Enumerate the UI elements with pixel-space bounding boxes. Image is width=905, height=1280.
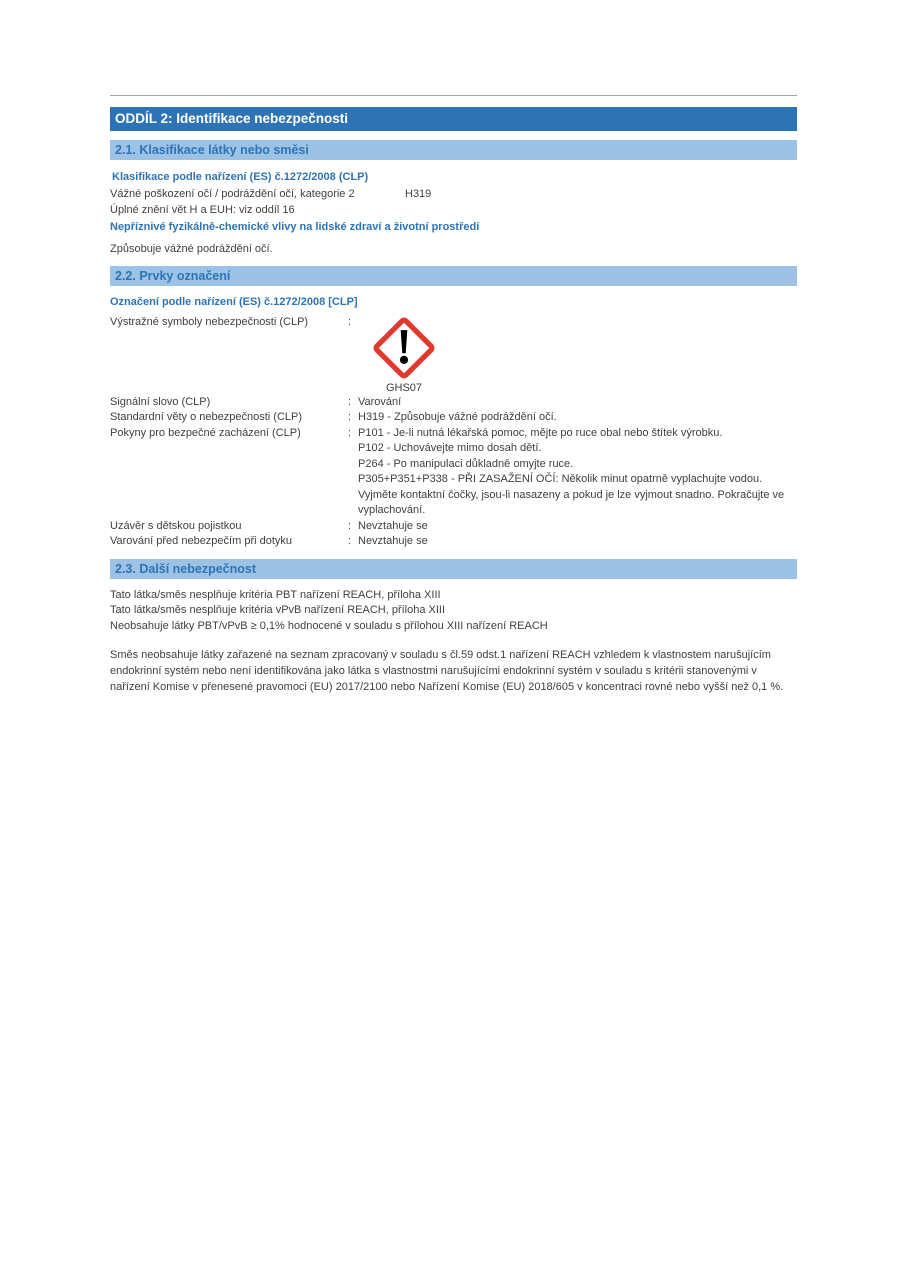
ghs07-exclamation-icon bbox=[371, 315, 437, 381]
field-colon: : bbox=[348, 395, 352, 408]
labelling-heading: Označení podle nařízení (ES) č.1272/2008 [CLP] bbox=[110, 295, 358, 308]
clp-field-row bbox=[110, 534, 797, 550]
hazard-class-label: Vážné poškození očí / podráždění očí, kategorie 2 bbox=[110, 188, 355, 200]
pictogram-field-row bbox=[110, 315, 797, 395]
clp-field-label: Standardní věty o nebezpečnosti (CLP) bbox=[110, 411, 303, 423]
classification-row bbox=[110, 187, 797, 203]
field-colon: : bbox=[348, 315, 352, 328]
ghs-pictogram-code: GHS07 bbox=[385, 381, 423, 394]
clp-field-row bbox=[110, 395, 797, 411]
adverse-effects-heading: Nepříznivé fyzikálně-chemické vlivy na lidské zdraví a životní prostředí bbox=[110, 221, 480, 233]
ghs-pictogram-block bbox=[370, 315, 438, 395]
clp-field-row bbox=[110, 426, 797, 519]
clp-field-row bbox=[110, 410, 797, 426]
pbt-statement-line: Tato látka/směs nesplňuje kritéria PBT nařízení REACH, příloha XIII bbox=[110, 588, 441, 601]
clp-field-label: Pokyny pro bezpečné zacházení (CLP) bbox=[110, 426, 301, 439]
clp-field-value bbox=[358, 426, 797, 519]
section-2-header-bar bbox=[110, 107, 797, 131]
full-text-note: Úplné znění vět H a EUH: viz oddíl 16 bbox=[110, 203, 295, 216]
page-content bbox=[110, 0, 797, 695]
field-colon: : bbox=[348, 411, 352, 423]
clp-field-row bbox=[110, 519, 797, 535]
subsection-2-2-bar bbox=[110, 266, 797, 286]
clp-field-label: Uzávěr s dětskou pojistkou bbox=[110, 519, 242, 532]
pictogram-field-label: Výstražné symboly nebezpečnosti (CLP) bbox=[110, 315, 309, 328]
precaution-line: P264 - Po manipulaci důkladně omyjte ruce. bbox=[358, 457, 574, 470]
precaution-line: P101 - Je-li nutná lékařská pomoc, mějte po ruce obal nebo štítek výrobku. bbox=[358, 426, 723, 439]
clp-field-value: Varování bbox=[358, 395, 402, 408]
precaution-line: P102 - Uchovávejte mimo dosah dětí. bbox=[358, 442, 542, 454]
clp-field-label: Signální slovo (CLP) bbox=[110, 395, 211, 408]
subsection-2-3-title: 2.3. Další nebezpečnost bbox=[115, 561, 257, 576]
field-colon: : bbox=[348, 535, 352, 547]
pbt-statements bbox=[110, 588, 797, 635]
clp-field-label: Varování před nebezpečím při dotyku bbox=[110, 535, 293, 547]
pbt-statement-line: Neobsahuje látky PBT/vPvB ≥ 0,1% hodnocené v souladu s přílohou XIII nařízení REACH bbox=[110, 619, 548, 632]
pictogram-field-value bbox=[358, 315, 797, 395]
top-divider bbox=[110, 95, 797, 96]
subsection-2-2-title: 2.2. Prvky označení bbox=[115, 268, 231, 283]
subsection-2-3-bar bbox=[110, 559, 797, 579]
hazard-statement-code: H319 bbox=[405, 188, 432, 200]
subsection-2-1-title: 2.1. Klasifikace látky nebo směsi bbox=[115, 143, 309, 157]
pbt-statement-line: Tato látka/směs nesplňuje kritéria vPvB nařízení REACH, příloha XIII bbox=[110, 604, 446, 616]
precaution-line: P305+P351+P338 - PŘI ZASAŽENÍ OČÍ: Několik minut opatrně vyplachujte vodou. Vyjměte kontaktní čočky, jsou-li nasazeny a pokud je lze vyjmout snadno. Pokračujte ve vyplachování. bbox=[358, 473, 785, 516]
clp-field-value: H319 - Způsobuje vážné podráždění očí. bbox=[358, 411, 557, 423]
clp-field-value: Nevztahuje se bbox=[358, 519, 428, 532]
classification-heading: Klasifikace podle nařízení (ES) č.1272/2008 (CLP) bbox=[112, 171, 369, 183]
field-colon: : bbox=[348, 519, 352, 532]
subsection-2-1-bar bbox=[110, 140, 797, 160]
clp-field-value: Nevztahuje se bbox=[358, 535, 428, 547]
field-colon: : bbox=[348, 426, 352, 439]
section-2-title: ODDÍL 2: Identifikace nebezpečnosti bbox=[115, 111, 349, 126]
endocrine-disruptor-paragraph: Směs neobsahuje látky zařazené na seznam zpracovaný v souladu s čl.59 odst.1 nařízení REACH vzhledem k vlastnostem narušujícím endokrinní systém nebo není identifikována jako látka s vlastnostmi narušujícími endokrinní systém v souladu s kritérii stanovenými v nařízení Komise v přenesené pravomoci (EU) 2017/2100 nebo Nařízení Komise (EU) 2018/605 v koncentraci rovné nebo vyšší než 0,1 %. bbox=[110, 649, 784, 693]
hazard-statement-text: Způsobuje vážné podráždění očí. bbox=[110, 243, 273, 255]
